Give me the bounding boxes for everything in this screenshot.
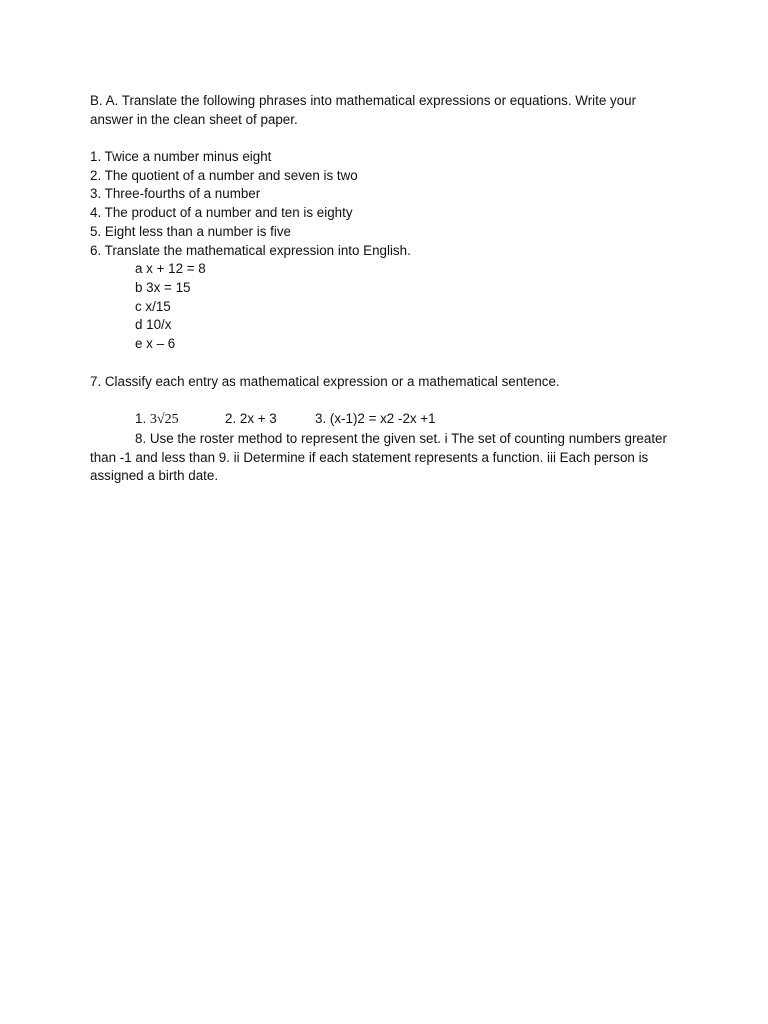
sub-item: c x/15 [135, 298, 171, 314]
entry-2: 2. 2x + 3 [225, 411, 277, 426]
sub-item: d 10/x [135, 317, 172, 333]
question-8 [90, 430, 680, 486]
question-8-text: 8. Use the roster method to represent the given set. i The set of counting numbers greater than -1 and less than 9. ii Determine if each statement represents a function. iii Each person is assigned a birth date. [90, 431, 667, 484]
entry-3: 3. (x-1)2 = x2 -2x +1 [315, 411, 436, 426]
sub-item: e x – 6 [135, 336, 176, 352]
list-item: 2. The quotient of a number and seven is two [90, 167, 358, 183]
list-item: 6. Translate the mathematical expression into English. [90, 242, 411, 258]
entry-1-math: 3√25 [149, 412, 179, 427]
instructions-paragraph [90, 92, 680, 129]
list-item: 4. The product of a number and ten is eighty [90, 205, 353, 221]
list-item: 5. Eight less than a number is five [90, 223, 291, 239]
list-item: 3. Three-fourths of a number [90, 186, 261, 202]
question-7 [90, 373, 680, 392]
instructions-text: B. A. Translate the following phrases into mathematical expressions or equations. Write your answer in the clean sheet of paper. [90, 93, 637, 127]
list-item: 1. Twice a number minus eight [90, 149, 272, 164]
entry-1 [135, 410, 225, 430]
question-list [90, 148, 680, 354]
sub-item: b 3x = 15 [135, 279, 191, 295]
question-7-text: 7. Classify each entry as mathematical expression or a mathematical sentence. [90, 374, 560, 389]
entry-1-prefix: 1. [135, 411, 150, 426]
sub-item: a x + 12 = 8 [135, 261, 206, 277]
question-7-entries [90, 410, 725, 430]
